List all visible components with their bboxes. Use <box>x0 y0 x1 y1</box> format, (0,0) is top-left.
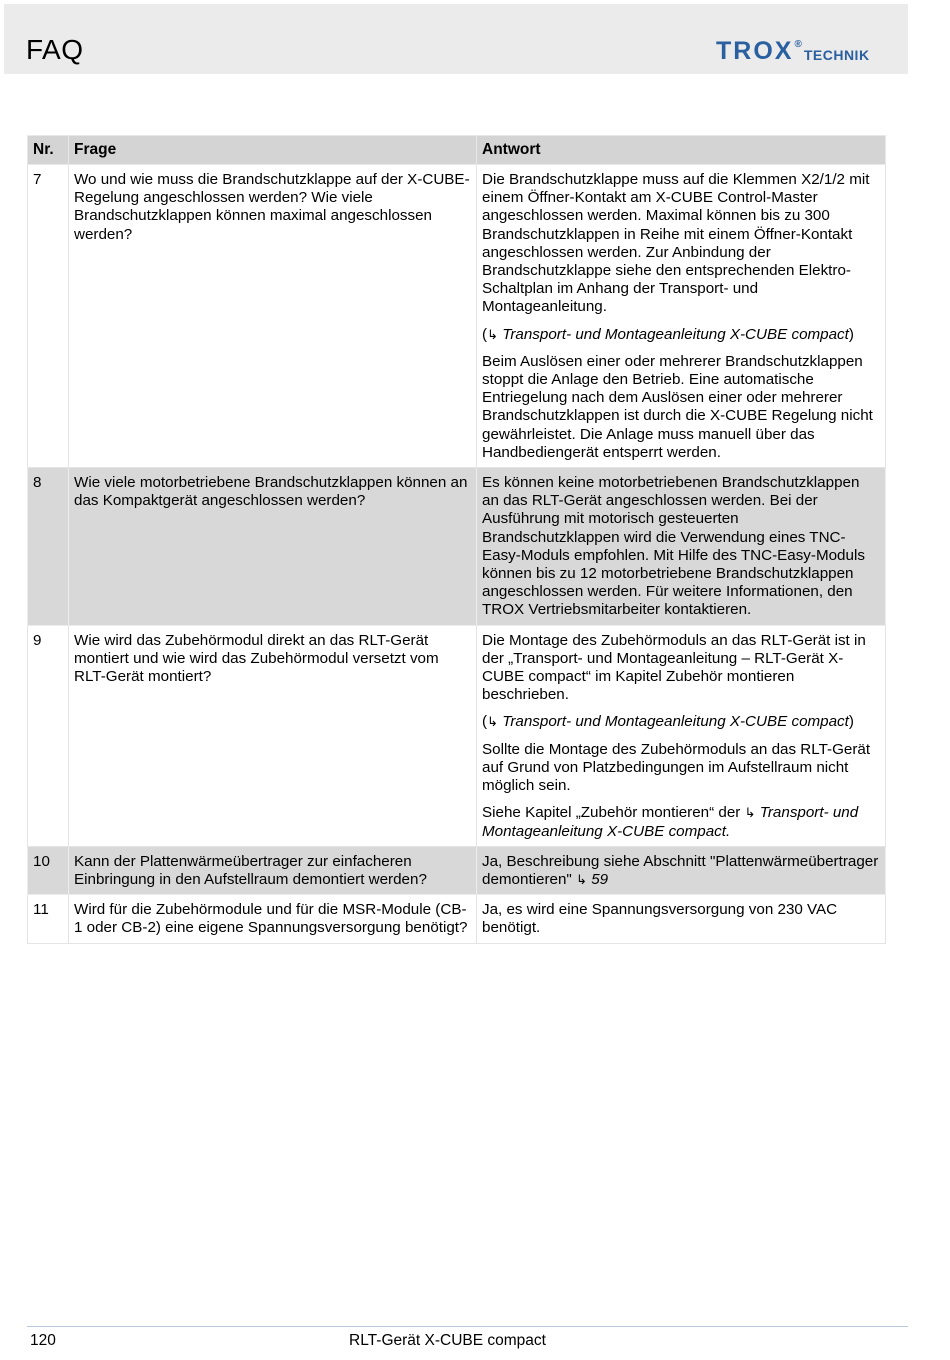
reference-arrow-icon: ↳ <box>487 714 498 730</box>
question-cell: Wie wird das Zubehörmodul direkt an das RLT-Gerät montiert und wie wird das Zubehörmodul versetzt vom RLT-Gerät montiert? <box>69 625 477 846</box>
faq-table <box>27 135 886 944</box>
logo-wordmark: TROX <box>716 37 794 65</box>
question-cell: Wird für die Zubehörmodule und für die MSR-Module (CB-1 oder CB-2) eine eigene Spannungsversorgung benötigt? <box>69 895 477 943</box>
answer-paragraph: Beim Auslösen einer oder mehrerer Brandschutzklappen stoppt die Anlage den Betrieb. Eine automatische Entriegelung nach dem Auslösen einer oder mehrerer Brandschutzklappen ist durch die X-CUBE Regelung nicht gewährleistet. Die Anlage muss manuell über das Handbediengerät entsperrt werden. <box>482 352 873 461</box>
column-header-answer: Antwort <box>477 136 886 165</box>
answer-paragraph: Es können keine motorbetriebenen Brandschutzklappen an das RLT-Gerät angeschlossen werden. Bei der Ausführung mit motorisch gesteuerten Brandschutzklappen wird die Verwendung eines TNC-Easy-Moduls empfohlen. Mit Hilfe des TNC-Easy-Moduls können bis zu 12 motorbetriebene Brandschutzklappen angeschlossen werden. Für weitere Informationen, den TROX Vertriebsmitarbeiter kontaktieren. <box>482 474 865 619</box>
trox-logo <box>716 34 870 64</box>
answer-text: Siehe Kapitel „Zubehör montieren“ der <box>482 804 741 822</box>
page-reference-link[interactable]: 59 <box>591 870 609 888</box>
table-header-row <box>28 136 886 165</box>
row-number: 10 <box>28 846 69 894</box>
logo-subtitle: TECHNIK <box>803 47 870 63</box>
answer-paragraph: Die Montage des Zubehörmoduls an das RLT-Gerät ist in der „Transport- und Montageanleitung – RLT-Gerät X-CUBE compact“ im Kapitel Zubehör montieren beschrieben. <box>482 631 866 704</box>
question-cell: Wie viele motorbetriebene Brandschutzklappen können an das Kompaktgerät angeschlossen werden? <box>69 468 477 626</box>
answer-text: Ja, Beschreibung siehe Abschnitt "Plattenwärmeübertrager demontieren" <box>482 852 879 888</box>
page-header <box>4 4 908 74</box>
answer-paragraph: Ja, es wird eine Spannungsversorgung von 230 VAC benötigt. <box>482 901 838 937</box>
row-number: 9 <box>28 625 69 846</box>
table-row <box>28 468 886 626</box>
row-number: 11 <box>28 895 69 943</box>
logo-registered-mark: ® <box>794 39 802 50</box>
document-title: RLT-Gerät X-CUBE compact <box>349 1332 546 1349</box>
answer-paragraph: Sollte die Montage des Zubehörmoduls an das RLT-Gerät auf Grund von Platzbedingungen im Aufstellraum nicht möglich sein. <box>482 740 871 795</box>
page-number: 120 <box>30 1332 56 1349</box>
row-number: 7 <box>28 165 69 468</box>
table-row <box>28 895 886 943</box>
question-cell: Wo und wie muss die Brandschutzklappe auf der X-CUBE-Regelung angeschlossen werden? Wie viele Brandschutzklappen können maximal angeschlossen werden? <box>69 165 477 468</box>
answer-cell <box>477 165 886 468</box>
table-row <box>28 846 886 894</box>
reference-link[interactable]: Transport- und Montageanleitung X-CUBE compact <box>502 325 849 343</box>
row-number: 8 <box>28 468 69 626</box>
question-cell: Kann der Plattenwärmeübertrager zur einfacheren Einbringung in den Aufstellraum demontiert werden? <box>69 846 477 894</box>
reference-arrow-icon: ↳ <box>487 326 498 342</box>
cross-reference[interactable]: (↳ Transport- und Montageanleitung X-CUBE compact) <box>482 325 854 343</box>
table-row <box>28 625 886 846</box>
table-row <box>28 165 886 468</box>
answer-cell <box>477 846 886 894</box>
answer-paragraph <box>482 804 880 840</box>
answer-cell <box>477 625 886 846</box>
answer-paragraph: Die Brandschutzklappe muss auf die Klemmen X2/1/2 mit einem Öffner-Kontakt am X-CUBE Control-Master angeschlossen werden. Maximal können bis zu 300 Brandschutzklappen in Reihe mit einem Öffner-Kontakt angeschlossen werden. Zur Anbindung der Brandschutzklappe siehe den entsprechenden Elektro-Schaltplan im Anhang der Transport- und Montageanleitung. <box>482 171 870 316</box>
footer-divider <box>27 1326 908 1327</box>
reference-arrow-icon: ↳ <box>576 871 587 887</box>
reference-link[interactable]: Transport- und Montageanleitung X-CUBE compact. <box>482 804 859 840</box>
answer-cell <box>477 895 886 943</box>
reference-link[interactable]: Transport- und Montageanleitung X-CUBE compact <box>502 713 849 731</box>
column-header-question: Frage <box>69 136 477 165</box>
column-header-nr: Nr. <box>28 136 69 165</box>
cross-reference[interactable]: (↳ Transport- und Montageanleitung X-CUBE compact) <box>482 713 854 731</box>
answer-cell <box>477 468 886 626</box>
answer-paragraph <box>482 853 880 889</box>
reference-arrow-icon: ↳ <box>744 805 756 821</box>
page-title: FAQ <box>26 34 84 65</box>
